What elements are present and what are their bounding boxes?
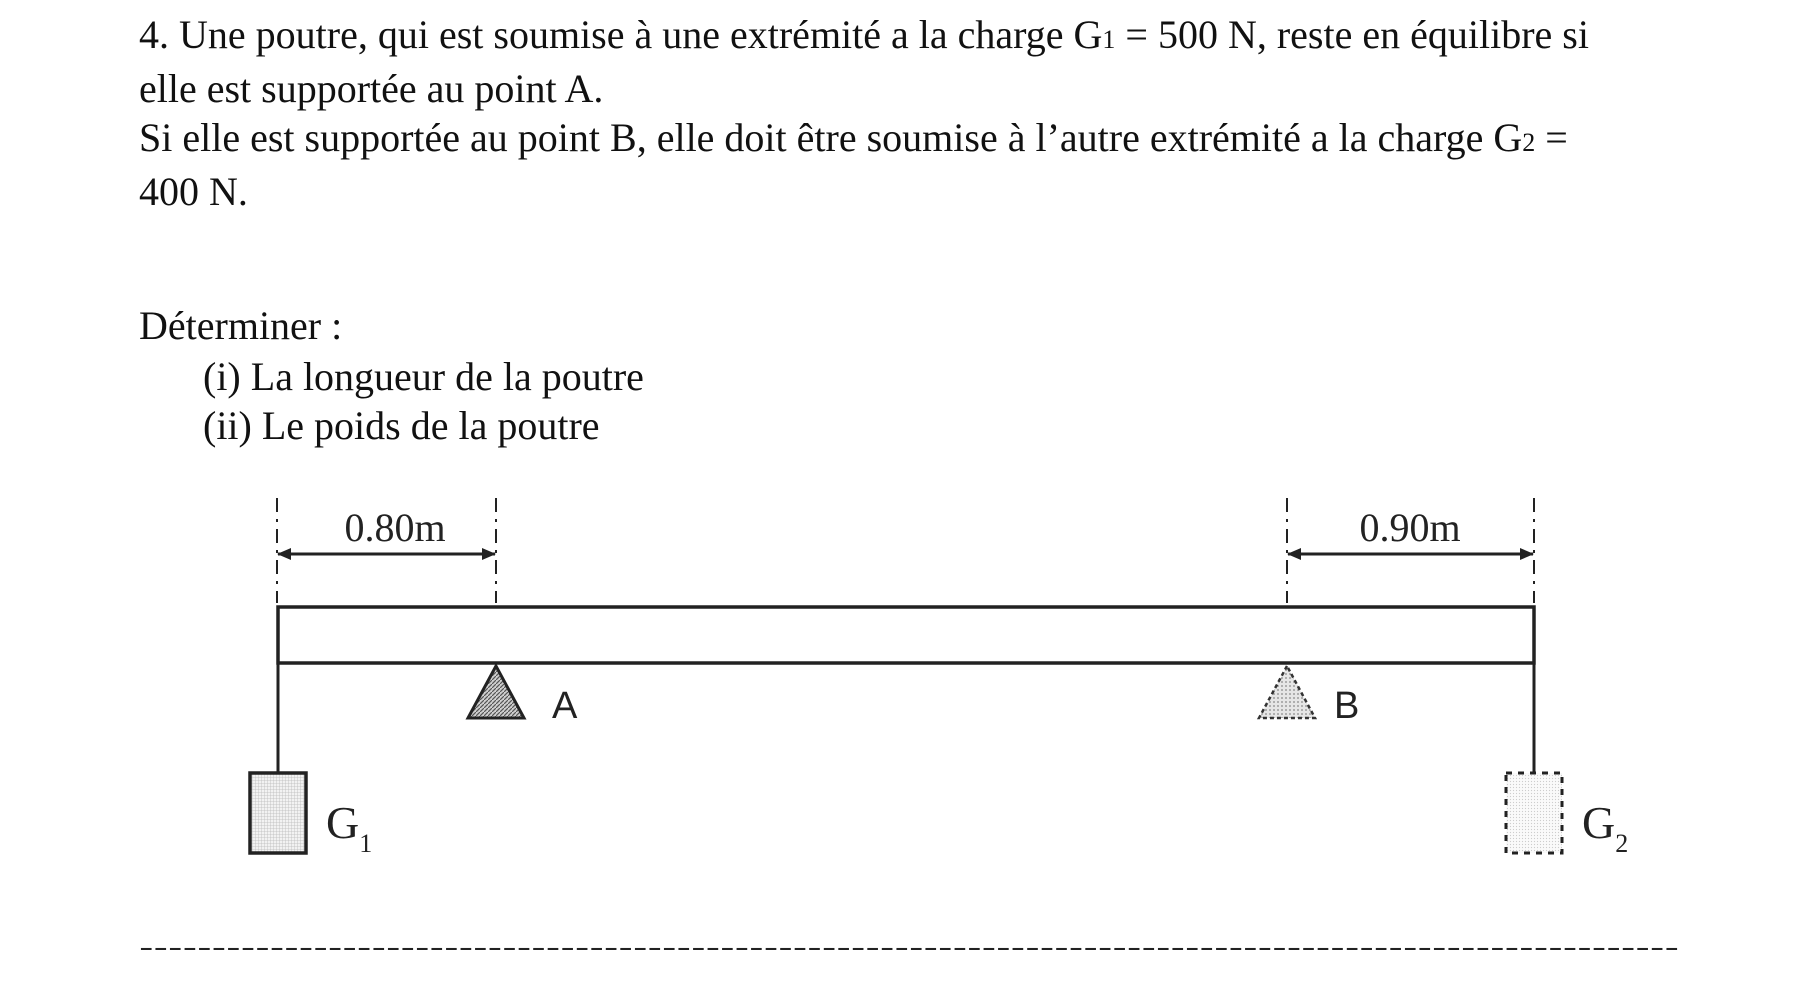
load-g1-block: [250, 773, 306, 853]
load-g2-label: $G_2$: [1582, 797, 1629, 858]
dimension-label-left: 0.80m: [344, 505, 446, 550]
task-heading: Déterminer :: [139, 303, 343, 348]
problem-line-4: 400 N.: [139, 169, 248, 214]
task-item-2: (ii) Le poids de la poutre: [203, 403, 600, 448]
support-b-triangle: [1259, 666, 1315, 718]
support-a-label: A: [552, 685, 578, 727]
extension-lines: [277, 498, 1534, 603]
problem-line-3: Si elle est supportée au point B, elle doit être soumise à l’autre extrémité a la charge G2 =: [139, 115, 1568, 160]
subscript-2: 2: [1522, 128, 1536, 157]
support-a-triangle: [468, 666, 524, 718]
load-g2-block: [1506, 773, 1562, 853]
separator-dashes: ----------------------------------------------------------------------------------------------------------: [139, 932, 1679, 962]
load-g1-label: $G_1$: [326, 797, 373, 858]
beam: [278, 607, 1534, 663]
support-b-label: B: [1334, 685, 1360, 727]
problem-line-1: 4. Une poutre, qui est soumise à une extrémité a la charge G1 = 500 N, reste en équilibre si: [139, 12, 1589, 57]
problem-line-2: elle est supportée au point A.: [139, 66, 604, 111]
subscript-1: 1: [1102, 25, 1116, 54]
task-item-1: (i) La longueur de la poutre: [203, 354, 644, 399]
dimension-label-right: 0.90m: [1359, 505, 1461, 550]
